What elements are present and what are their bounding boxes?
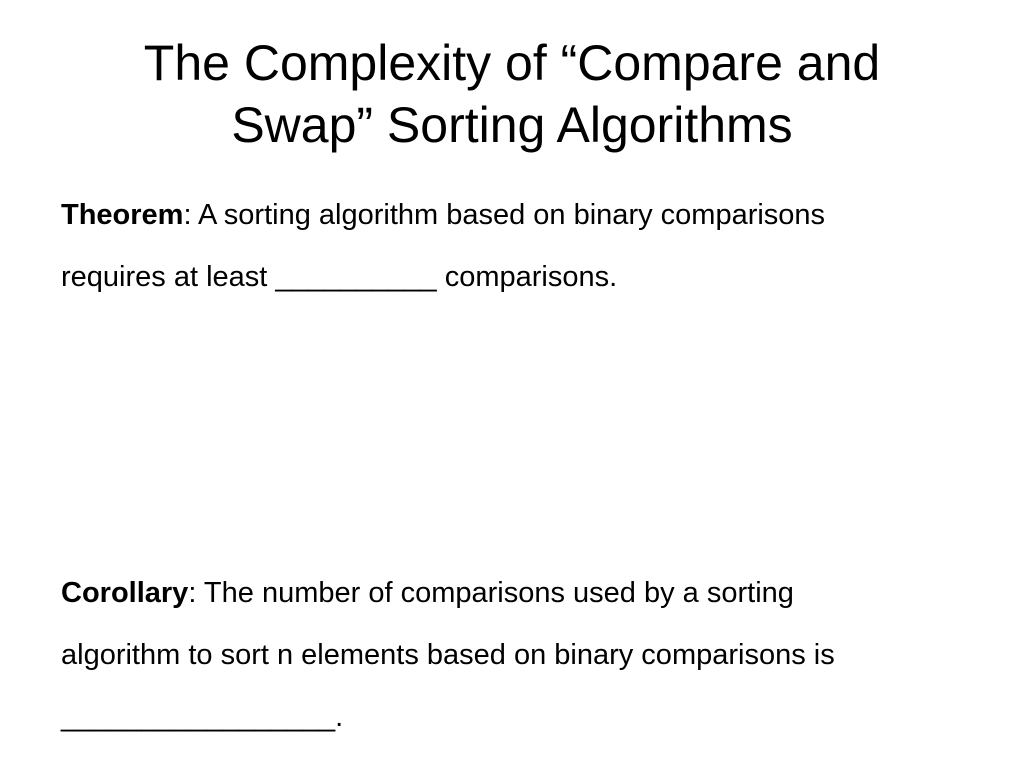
theorem-paragraph — [61, 184, 981, 308]
corollary-text-line-2: algorithm to sort n elements based on binary comparisons is — [61, 639, 835, 671]
title-line-1: The Complexity of “Compare and — [143, 35, 881, 91]
corollary-text-line-1: : The number of comparisons used by a sorting — [188, 577, 794, 609]
slide-title — [40, 32, 984, 156]
corollary-paragraph — [61, 562, 981, 748]
theorem-label: Theorem — [61, 199, 184, 231]
corollary-text-line-3: _________________. — [61, 701, 344, 733]
title-line-2: Swap” Sorting Algorithms — [231, 97, 793, 153]
theorem-text-line-1: : A sorting algorithm based on binary comparisons — [183, 199, 826, 231]
theorem-text-line-2: requires at least __________ comparisons. — [61, 261, 618, 293]
corollary-label: Corollary — [61, 577, 189, 609]
